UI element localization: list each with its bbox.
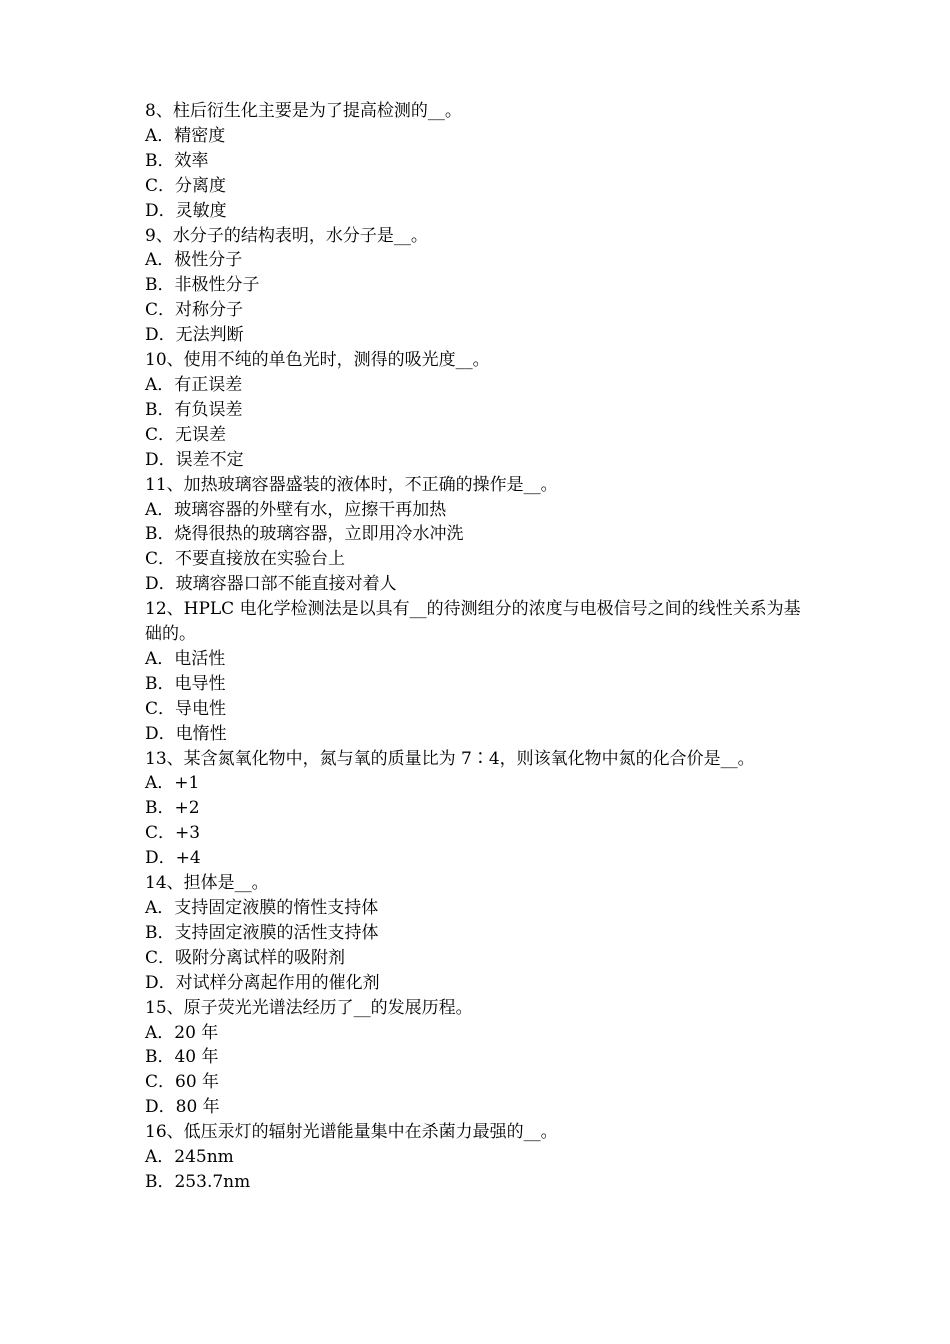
option-d: D．玻璃容器口部不能直接对着人 bbox=[145, 574, 397, 595]
option-a: A．精密度 bbox=[145, 125, 226, 146]
option-a: A．电活性 bbox=[145, 648, 226, 669]
question-stem: 16、低压汞灯的辐射光谱能量集中在杀菌力最强的__。 bbox=[145, 1122, 558, 1143]
question-block bbox=[145, 996, 815, 1121]
option-a: A．玻璃容器的外壁有水，应擦干再加热 bbox=[145, 499, 447, 520]
option-b: B．+2 bbox=[145, 798, 200, 819]
question-stem: 12、HPLC 电化学检测法是以具有__的待测组分的浓度与电极信号之间的线性关系为基础的。 bbox=[145, 599, 801, 645]
option-d: D．+4 bbox=[145, 848, 201, 869]
option-a: A．有正误差 bbox=[145, 374, 243, 395]
question-stem: 8、柱后衍生化主要是为了提高检测的__。 bbox=[145, 101, 462, 121]
option-a: A．245nm bbox=[145, 1147, 234, 1168]
option-d: D．80 年 bbox=[145, 1097, 220, 1118]
question-stem: 14、担体是__。 bbox=[145, 873, 269, 894]
question-block bbox=[145, 348, 815, 473]
option-d: D．无法判断 bbox=[145, 325, 244, 346]
option-c: C．+3 bbox=[145, 823, 201, 844]
option-b: B．有负误差 bbox=[145, 399, 243, 420]
option-a: A．支持固定液膜的惰性支持体 bbox=[145, 898, 379, 918]
option-b: B．电导性 bbox=[145, 673, 226, 694]
option-b: B．40 年 bbox=[145, 1047, 219, 1068]
question-stem: 13、某含氮氧化物中，氮与氧的质量比为 7∶4，则该氧化物中氮的化合价是__。 bbox=[145, 748, 755, 769]
option-c: C．导电性 bbox=[145, 698, 227, 719]
question-stem: 9、水分子的结构表明，水分子是__。 bbox=[145, 225, 428, 246]
option-c: C．60 年 bbox=[145, 1072, 220, 1093]
option-c: C．不要直接放在实验台上 bbox=[145, 549, 346, 570]
question-block bbox=[145, 224, 815, 349]
question-block bbox=[145, 473, 815, 598]
option-b: B．支持固定液膜的活性支持体 bbox=[145, 922, 379, 943]
option-a: A．极性分子 bbox=[145, 250, 243, 271]
option-c: C．无误差 bbox=[145, 424, 227, 445]
option-b: B．效率 bbox=[145, 150, 209, 171]
question-block bbox=[145, 1120, 815, 1195]
question-stem: 15、原子荧光光谱法经历了__的发展历程。 bbox=[145, 997, 473, 1018]
question-block bbox=[145, 597, 815, 746]
option-d: D．误差不定 bbox=[145, 449, 244, 470]
option-d: D．灵敏度 bbox=[145, 200, 227, 221]
option-d: D．电惰性 bbox=[145, 723, 227, 744]
option-c: C．分离度 bbox=[145, 175, 227, 196]
question-stem: 10、使用不纯的单色光时，测得的吸光度__。 bbox=[145, 350, 490, 371]
option-a: A．20 年 bbox=[145, 1022, 219, 1043]
option-b: B．253.7nm bbox=[145, 1171, 251, 1192]
option-b: B．非极性分子 bbox=[145, 275, 260, 296]
option-c: C．对称分子 bbox=[145, 300, 244, 321]
option-a: A．+1 bbox=[145, 773, 200, 794]
option-c: C．吸附分离试样的吸附剂 bbox=[145, 947, 346, 968]
option-d: D．对试样分离起作用的催化剂 bbox=[145, 972, 380, 993]
question-block bbox=[145, 871, 815, 996]
question-block bbox=[145, 99, 815, 224]
question-list bbox=[145, 99, 815, 1195]
option-b: B．烧得很热的玻璃容器，立即用冷水冲洗 bbox=[145, 524, 464, 545]
question-stem: 11、加热玻璃容器盛装的液体时，不正确的操作是__。 bbox=[145, 474, 558, 495]
question-block bbox=[145, 747, 815, 872]
